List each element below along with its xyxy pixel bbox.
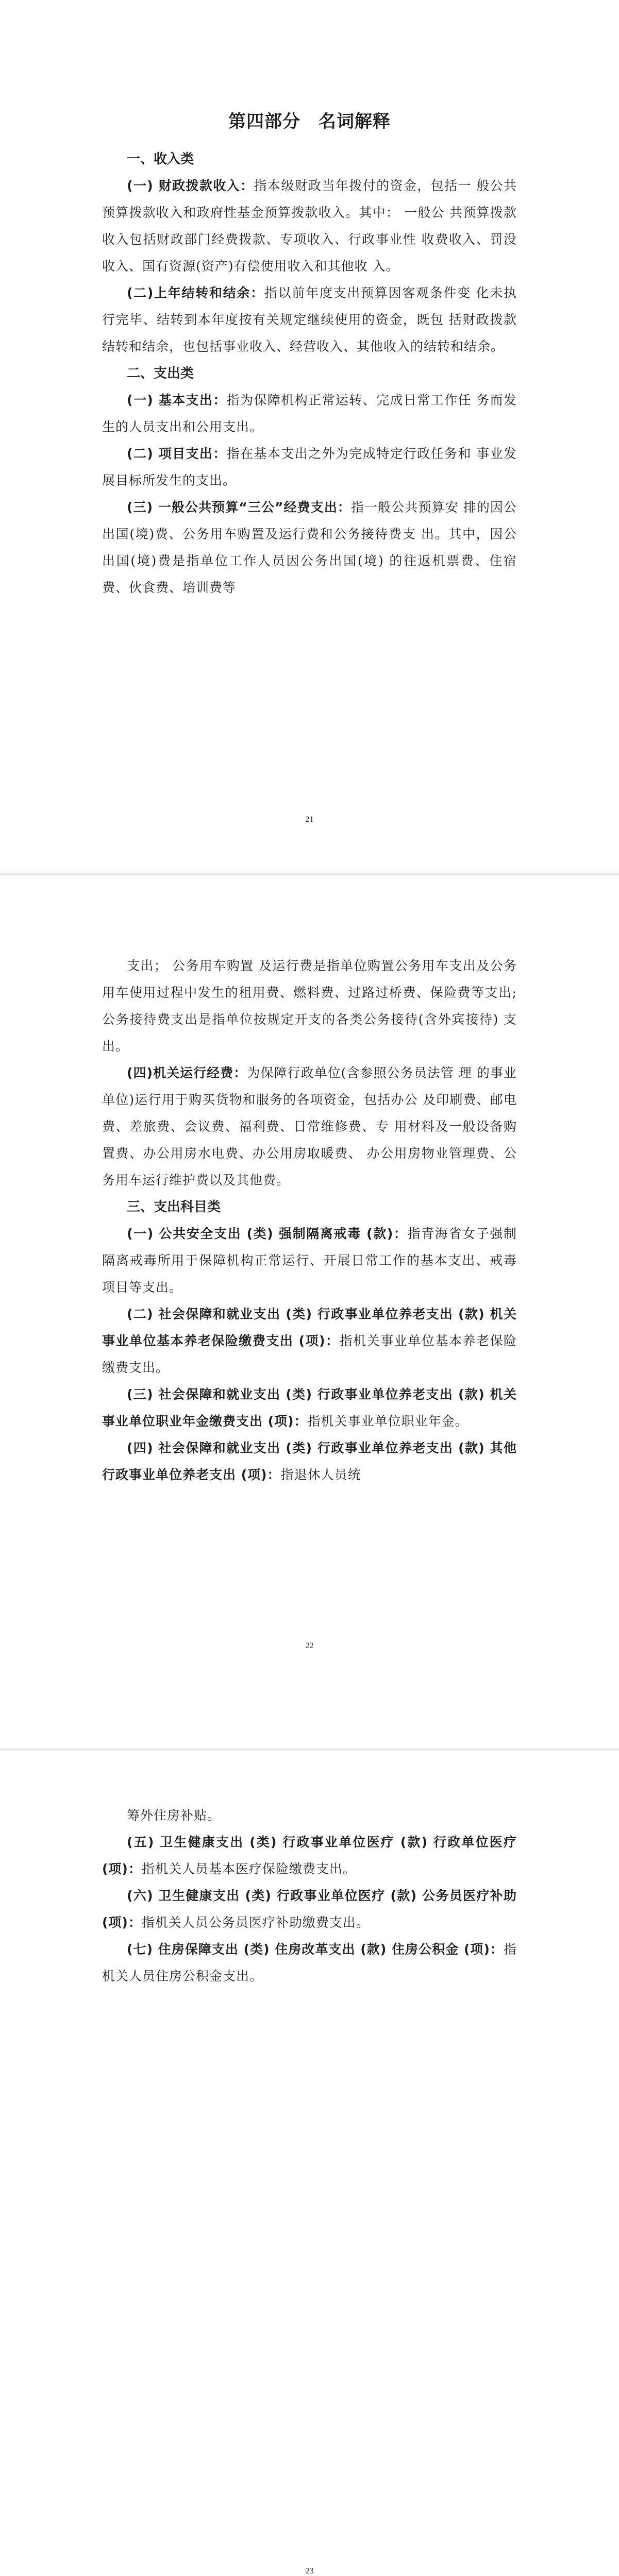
section-heading-expenditure-categories: 三、支出科目类: [127, 1199, 221, 1215]
term-label: (三) 一般公共预算“三公”经费支出：: [127, 500, 351, 515]
term-definition: 指机关事业单位职业年金。: [307, 1414, 469, 1429]
term-definition: 指为保障机构正常运转、完成日常工作任 务而发生的人员支出和公用支出。: [102, 393, 517, 434]
term-label: (二)上年结转和结余：: [127, 285, 264, 300]
term-label: (一) 财政拨款收入：: [127, 178, 254, 193]
term-definition: 指在基本支出之外为完成特定行政任务和 事业发展目标所发生的支出。: [102, 446, 517, 488]
page-23: [0, 1751, 619, 2576]
paragraph-agency-operating-funds: [102, 1060, 517, 1194]
paragraph-fiscal-appropriation-income: [102, 173, 517, 280]
term-definition: 指青海省女子强制隔离戒毒所用于保障机构正常运行、开展日常工作的基本支出、戒毒项目等支出。: [102, 1226, 517, 1295]
term-definition: 指机关人员公务员医疗补助缴费支出。: [141, 1915, 370, 1930]
page-number: 21: [305, 815, 314, 824]
term-label: (二) 社会保障和就业支出 (类) 行政事业单位养老支出 (款) 机关事业单位基本养老保险缴费支出 (项)：: [102, 1307, 517, 1348]
term-label: (六) 卫生健康支出 (类) 行政事业单位医疗 (款) 公务员医疗补助 (项)：: [102, 1888, 517, 1930]
paragraph-administrative-medical: [102, 1829, 517, 1883]
term-definition: 为保障行政单位(含参照公务员法管 理 的事业单位)运行用于购买货物和服务的各项资金，包括办公 及印刷费、邮电费、差旅费、会议费、福利费、日常维修费、专 用材料及一般设备购置费、办公用房水电费、办公用房取暖费、 办公用房物业管理费、公务用车运行维护费以及其他费。: [102, 1065, 517, 1188]
term-label: (五) 卫生健康支出 (类) 行政事业单位医疗 (款) 行政单位医疗 (项)：: [102, 1835, 517, 1876]
term-definition: 指一般公共预算安 排的因公出国(境)费、公务用车购置及运行费和公务接待费支 出。其中，因公出国(境)费是指单位工作人员因公务出国(境) 的往返机票费、住宿费、伙食费、培训费等: [102, 500, 517, 595]
term-definition: 指机关人员基本医疗保险缴费支出。: [141, 1861, 356, 1876]
term-label: (四) 社会保障和就业支出 (类) 行政事业单位养老支出 (款) 其他行政事业单位养老支出 (项)：: [102, 1440, 517, 1482]
page-22: [0, 875, 619, 1748]
paragraph-civil-servant-medical-subsidy: [102, 1883, 517, 1936]
term-label: (三) 社会保障和就业支出 (类) 行政事业单位养老支出 (款) 机关事业单位职业年金缴费支出 (项)：: [102, 1387, 517, 1429]
page-21: [0, 0, 619, 873]
term-definition: 指退休人员统: [280, 1467, 361, 1482]
term-label: (四)机关运行经费：: [127, 1065, 247, 1080]
term-definition: 指机关事业单位基本养老保险缴费支出。: [102, 1333, 517, 1375]
page-number: 22: [305, 1641, 314, 1650]
term-label: (一) 基本支出：: [127, 393, 227, 408]
term-definition: 指机关人员住房公积金支出。: [102, 1942, 517, 1984]
paragraph-occupational-annuity: [102, 1381, 517, 1435]
term-definition: 指本级财政当年拨付的资金，包括一 般公共预算拨款收入和政府性基金预算拨款收入。其中： 一般公 共预算拨款收入包括财政部门经费拨款、专项收入、行政事业性 收费收入、罚没收入、国有资源(资产)有偿使用收入和其他收 入。: [102, 178, 517, 274]
page-22-body: [102, 953, 517, 1488]
term-label: (七) 住房保障支出 (类) 住房改革支出 (款) 住房公积金 (项)：: [127, 1942, 504, 1957]
page-title: 第四部分 名词解释: [228, 111, 391, 132]
page-number: 23: [305, 2567, 314, 2575]
section-heading-expenditure: 二、支出类: [127, 366, 194, 381]
term-label: (二) 项目支出：: [127, 446, 227, 461]
paragraph-housing-provident-fund: [102, 1936, 517, 1990]
paragraph-basic-pension-insurance: [102, 1301, 517, 1381]
paragraph-three-public-expenses: [102, 494, 517, 601]
paragraph-basic-expenditure: [102, 387, 517, 440]
term-definition: 指以前年度支出预算因客观条件变 化未执行完毕、结转到本年度按有关规定继续使用的资金，既包 括财政拨款结转和结余，也包括事业收入、经营收入、其他收入的结转和结余。: [102, 285, 517, 354]
paragraph-continued-housing-subsidy: 筹外住房补贴。: [127, 1808, 221, 1823]
page-21-body: [102, 107, 517, 601]
section-heading-income: 一、收入类: [127, 151, 194, 167]
page-23-body: [102, 1802, 517, 1990]
paragraph-continued-expense-text: 支出； 公务用车购置 及运行费是指单位购置公务用车支出及公务用车使用过程中发生的租用费、燃料费、过路过桥费、保险费等支出;公务接待费支出是指单位按规定开支的各类公务接待(含外宾接待) 支出。: [102, 958, 517, 1054]
paragraph-project-expenditure: [102, 440, 517, 494]
paragraph-public-security-expenditure: [102, 1221, 517, 1301]
paragraph-other-pension-expenditure: [102, 1435, 517, 1488]
paragraph-prior-year-carryover: [102, 280, 517, 360]
term-label: (一) 公共安全支出 (类) 强制隔离戒毒 (款)：: [127, 1226, 408, 1241]
